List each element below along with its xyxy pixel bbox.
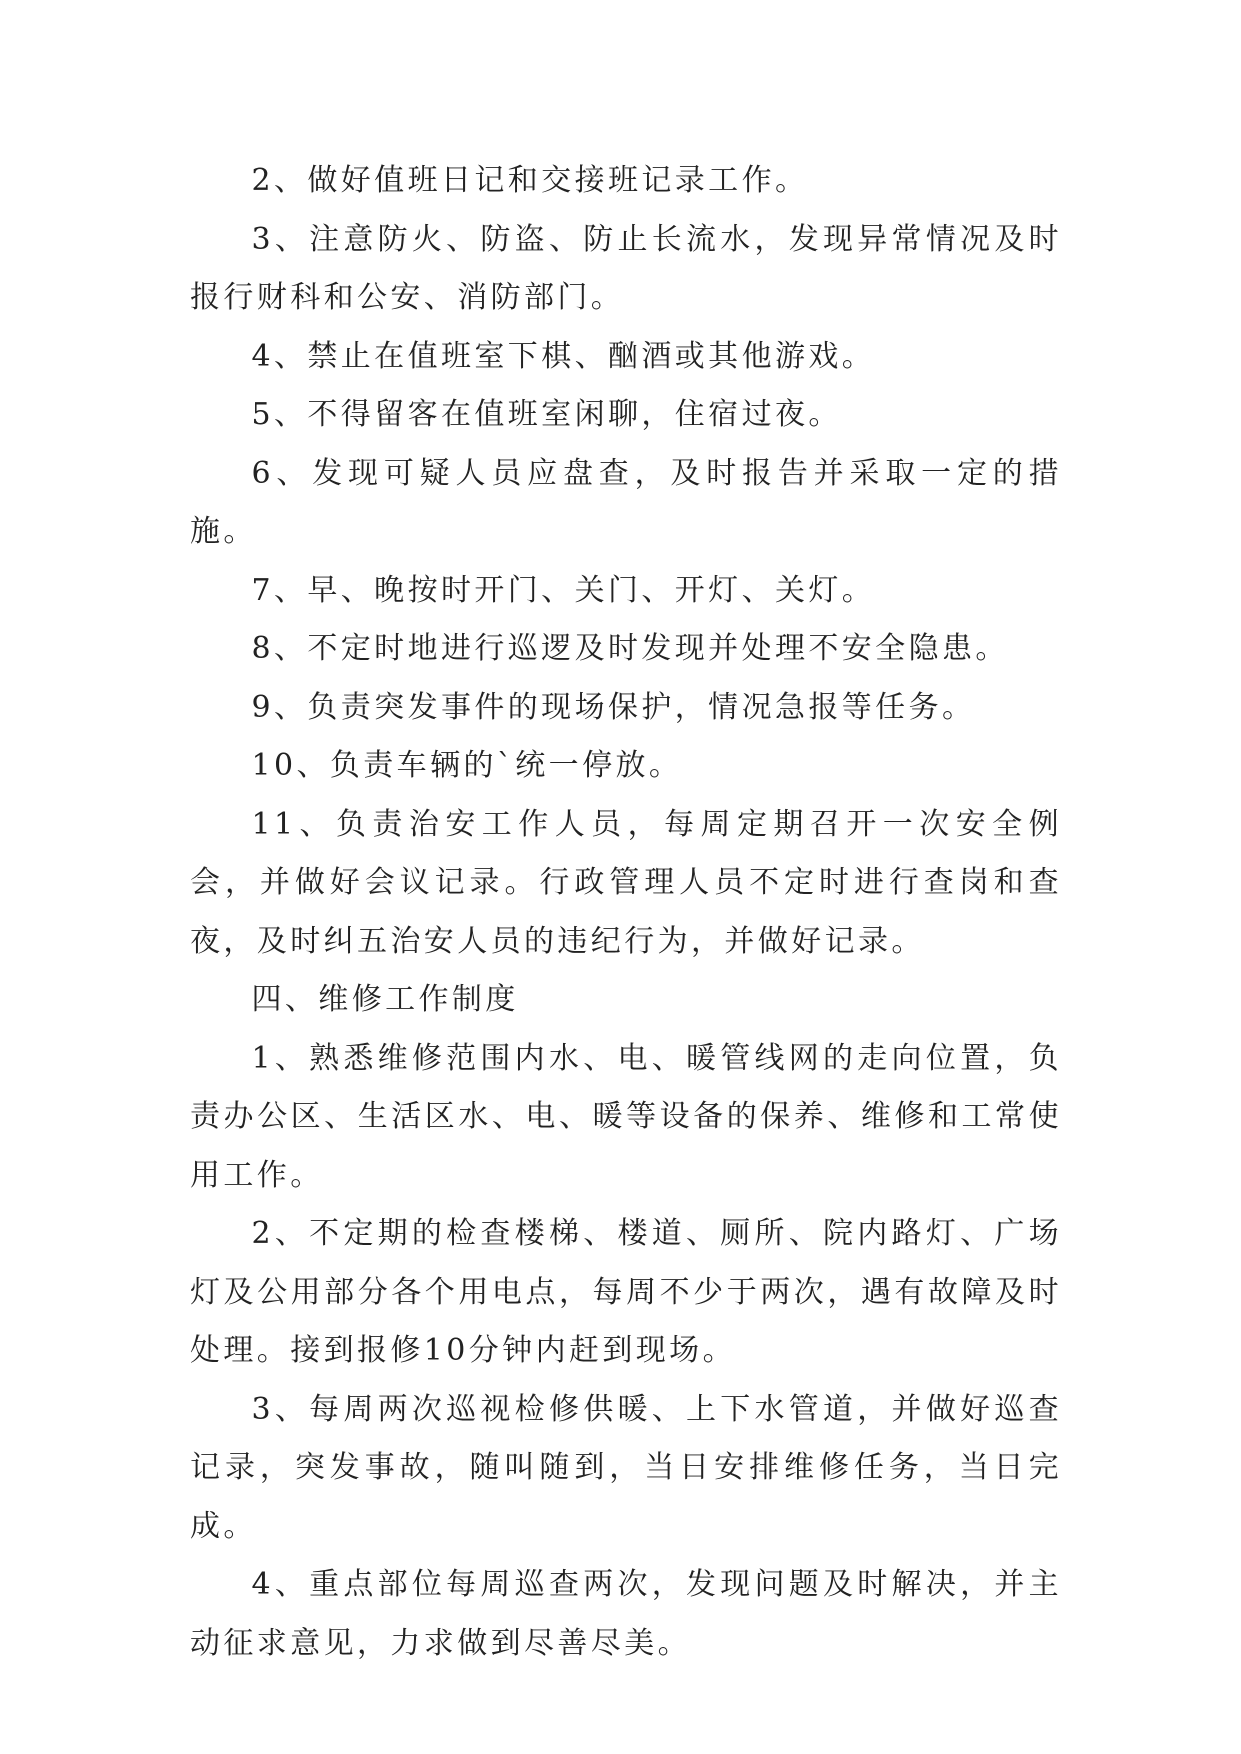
paragraph-duty-log: 2、做好值班日记和交接班记录工作。 bbox=[251, 163, 809, 198]
paragraph-maintenance-scope: 1、熟悉维修范围内水、电、暖管线网的走向位置，负责办公区、生活区水、电、暖等设备的保养、维修和工常使用工作。 bbox=[190, 1040, 1062, 1193]
paragraph-fire-theft-prevention: 3、注意防火、防盗、防止长流水，发现异常情况及时报行财科和公安、消防部门。 bbox=[190, 221, 1062, 315]
paragraph-security-meetings: 11、负责治安工作人员，每周定期召开一次安全例会，并做好会议记录。行政管理人员不定时进行查岗和查夜，及时纠五治安人员的违纪行为，并做好记录。 bbox=[190, 806, 1062, 959]
paragraph-vehicle-parking: 10、负责车辆的`统一停放。 bbox=[251, 748, 683, 783]
paragraph-key-areas: 4、重点部位每周巡查两次，发现问题及时解决，并主动征求意见，力求做到尽善尽美。 bbox=[190, 1567, 1062, 1661]
paragraph-heating-water-pipes: 3、每周两次巡视检修供暖、上下水管道，并做好巡查记录，突发事故，随叫随到，当日安排维修任务，当日完成。 bbox=[190, 1391, 1062, 1544]
paragraph-doors-lights: 7、早、晚按时开门、关门、开灯、关灯。 bbox=[251, 572, 876, 608]
paragraph-emergency-scene: 9、负责突发事件的现场保护，情况急报等任务。 bbox=[251, 689, 976, 725]
paragraph-no-guests: 5、不得留客在值班室闲聊，住宿过夜。 bbox=[251, 397, 842, 432]
section-heading-maintenance: 四、维修工作制度 bbox=[251, 982, 519, 1017]
paragraph-inspection-schedule: 2、不定期的检查楼梯、楼道、厕所、院内路灯、广场灯及公用部分各个用电点，每周不少于两次，遇有故障及时处理。接到报修10分钟内赶到现场。 bbox=[190, 1216, 1062, 1368]
paragraph-suspicious-persons: 6、发现可疑人员应盘查，及时报告并采取一定的措施。 bbox=[190, 455, 1062, 549]
paragraph-no-games: 4、禁止在值班室下棋、酗酒或其他游戏。 bbox=[251, 338, 876, 374]
document-body bbox=[190, 152, 1062, 1673]
paragraph-patrol: 8、不定时地进行巡逻及时发现并处理不安全隐患。 bbox=[251, 631, 1009, 666]
